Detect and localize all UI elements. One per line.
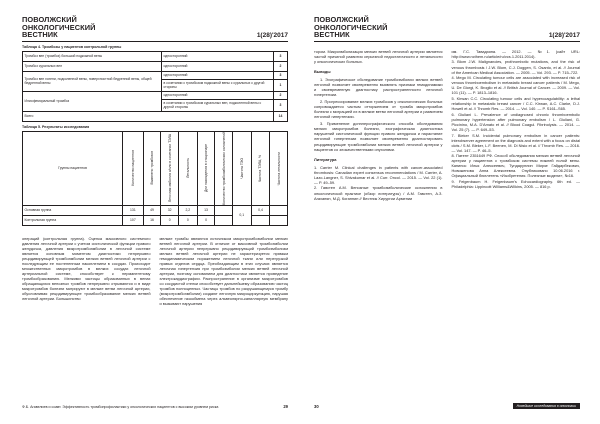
table-header-cell	[270, 131, 288, 205]
body-text	[22, 236, 288, 307]
section-heading: Литература	[314, 156, 337, 162]
text-column	[22, 236, 151, 307]
table-cell: Основная группа	[23, 205, 123, 215]
table4-caption: Таблица 4. Тромбозы у пациентов контрольной группы	[22, 44, 122, 49]
table-header-cell	[161, 131, 179, 205]
journal-name-line: ПОВОЛЖСКИЙ	[314, 15, 369, 24]
journal-name-line: ВЕСТНИК	[22, 30, 58, 40]
journal-issue: 1(28)'2017	[548, 31, 580, 39]
table-cell: Тромбоз суральных вен	[23, 61, 162, 71]
text-column	[160, 236, 289, 307]
reference-item: 7. Bleker S.M. Incidental pulmonary embolism in cancer patients: interobserver agreement on the diagnosis and extent with a focus on distal clots / S.M. Bleker, L.F. Beenen, M. Di Nisio et al. // Thromb Res. — 2016. — Vol. 147. — P. 46–5.	[451, 132, 580, 153]
table-cell: 0	[178, 215, 197, 225]
reference-item: им. Г.С. Тавадзянa. — 2012. — №1. (сайт URL: http://www.ncthem.ru/article/ru/vcs.1.2011.2014).	[451, 48, 580, 59]
table-cell: 2,2	[178, 205, 197, 215]
conclusion-item: 2. Прогрессирование мелких тромбозов у онкологических больных сопровождается частым отторжением от тромба микротромбов болезни с миграцией их в мелкие ветви легочной артерии и развитием легочной гипертензии.	[314, 99, 443, 120]
table-row	[23, 71, 288, 79]
table-header-text: Выявлено тромбозов	[149, 151, 154, 185]
table-header-cell	[123, 131, 144, 205]
table5	[22, 131, 288, 226]
page-footer	[314, 403, 580, 409]
table-header-text: Частота ТЭО	[239, 157, 244, 179]
table-cell	[270, 215, 288, 225]
table-header-text: Летальность	[185, 158, 190, 179]
table-cell: 2	[274, 61, 288, 71]
reference-item: 4. Mego M. Circulating tumour cells are associated with increased risk of venous thromboembolism in metastatic breast cancer patients / M. Mego, U. De Giorgi, K. Broglio et al. // British Journal of Cancer. — 2009. — Vol. 101 (11). — P. 1813–1816.	[451, 75, 580, 96]
table4	[22, 51, 288, 122]
right-page	[300, 0, 600, 424]
table5-caption: Таблица 5. Результаты исследования	[22, 124, 90, 129]
table-header-row	[23, 131, 288, 205]
journal-name	[314, 16, 388, 39]
table-cell	[215, 215, 233, 225]
table-header-text: Количество тромбоэмболических осложнений	[221, 131, 226, 205]
table-cell: Контрольная группа	[23, 215, 123, 225]
reference-item: 1. Carrier M. Clinical challenges in patients with cancer-associated thrombosis: Canadian expert consensus recommendations / M. Carrier, A. Lazo-Langner, S. Shivakumar et al. // Curr. Oncol. — 2015. — Vol. 22 (1). — P. 49–59.	[314, 164, 443, 185]
journal-name-line: ВЕСТНИК	[314, 30, 350, 40]
table-cell: Тромбоз вен голени, подколенной вены, поверхностной бедренной вены, общей бедренной вены	[23, 71, 162, 91]
table-row	[23, 205, 288, 215]
page-number: 29	[283, 404, 288, 409]
table-cell: в сочетании с тромбозом суральных вен, подколенной вены с другой стороны	[161, 99, 273, 111]
table-cell: односторонний	[161, 51, 273, 61]
table-cell: 14	[274, 111, 288, 121]
table-cell: 0	[197, 215, 215, 225]
table-row	[23, 61, 288, 71]
conclusion-item: 3. Применение допплерографического способа обследования мелких микротромбов болезни, эхографическая диагностика нарушений систолической функции правого желудочка и нарастание легочной гипертензии позволяет своевременно диагностировать рецидивирующие тромбоэмболии мелких ветвей легочной артерии у пациентов со злокачественными опухолями.	[314, 121, 443, 152]
table-header-text: Дни нахождения в стационаре	[203, 144, 208, 193]
body-text	[314, 49, 580, 201]
table-header-text: Частота ТЭЛА, %	[258, 154, 263, 182]
table-header-text: Частота летальности	[276, 151, 281, 185]
text-column	[314, 49, 443, 201]
table-header-text: Количество пациентов	[130, 150, 135, 186]
table-cell: 3	[274, 51, 288, 61]
journal-name-line: ПОВОЛЖСКИЙ	[22, 15, 77, 24]
table-row	[23, 91, 288, 99]
table-cell: в сочетании с тромбозом подкожной вены с суральных с другой стороны	[161, 79, 273, 91]
text-column	[452, 49, 581, 201]
table-cell: 0,1	[232, 205, 251, 225]
table-cell: 1	[274, 79, 288, 91]
table-header-cell	[251, 131, 270, 205]
table-cell: односторонний	[161, 61, 273, 71]
table-header-cell	[143, 131, 161, 205]
table-row	[23, 51, 288, 61]
journal-issue: 1(28)'2017	[256, 31, 288, 39]
table-cell: 49	[143, 205, 161, 215]
table-cell: 2	[274, 91, 288, 99]
table-cell: 0	[161, 215, 179, 225]
table-header-cell	[215, 131, 233, 205]
table-cell: Илиофеморальный тромбоз	[23, 91, 162, 111]
paragraph: операций (контрольная группа). Оценка массивного системного давления легочной артерии с учетом систолической функции правого желудочка, давления микротромбоэмболии в легочной системе является основным моментом диагностики непрерывно рецидивирующей тромбоэмболии мелких ветвей легочной артерии с последующим ее постепенным накоплением в сосудах. Происходит множественных микротромбов в мелких сосудах легочной артериальной системе, способствует к перманентному тромбообразованию. Мелкими частицы образованных в венах обращающихся венозных тромбов непрерывно отрываются и в виде микротромбов болезни мигрируют в мелкие ветви легочной артерии, обусловливая рецидивирующее тромбообразование мелких ветвей легочной артерии. Большинство	[22, 235, 151, 302]
table-cell: односторонний	[161, 71, 273, 79]
journal-name-line: ОНКОЛОГИЧЕСКИЙ	[22, 22, 96, 32]
table-header-cell: Группы пациентов	[23, 131, 123, 205]
reference-item: 3. Blom J.W. Malignancies, prothrombotic mutations, and the risk of venous thrombosis / J.W. Blom, C.J. Doggen, S. Osanto, et al. // Journal of the American Medical Association. — 2005. — Vol. 293. — P. 715–722.	[451, 59, 580, 75]
journal-header	[22, 16, 288, 42]
table-cell	[270, 205, 288, 215]
table-cell: 32	[161, 205, 179, 215]
table-cell	[251, 215, 270, 225]
paragraph: мелкие тромбы являются источником микротромбоэмболии мелких ветвей легочной артерии. В отличие от массивной тромбоэмболии легочной артерии непрерывно рецидивирующий тромбоэмболизм мелких ветвей легочной артерии не характеризуется прямым гемодинамическим поражением легочной ткани или перегрузкой правых отделов сердца. Преобладающим в этих случаях является легочная гипертензия при тромбоэмболии мелких ветвей легочной артерии, поэтому основанием для диагностики является проведение электрокардиографии. Распространение в организме микротромбов со сосудистой стенки способствует дальнейшему образованию частиц тромбов полноценных. Частицы тромбов по разрушающемуся тромбу (микротромбоэмболии) создают легочную микроциркуляцию, нарушая обеспечение газообмена через альвеолярно-капиллярную мембрану и вызывают нарушения	[159, 235, 288, 307]
table-cell: 107	[123, 215, 144, 225]
table-row	[23, 111, 288, 121]
paragraph: тором. Микроэмболизация мелких ветвей легочной артерии является частой причиной развития серьезной недостаточности и летальности у онкологических больных.	[314, 48, 443, 64]
page-footer	[22, 404, 288, 409]
reference-item: 2. Гавстен А.М. Венозные тромбоэмболические осложнения в онкологической практике (обзор литературы) / А.М. Гавстен, А.З. Агаханян, М.Д. Коганнин // Вестник Хирургии Армении	[314, 185, 443, 201]
reference-item: 9. Feigenbaum H. Feigenbaum's Echocardiography. 6th ed. — Philadelphia: Lippincott Williams&Wilkins, 2005. — 816 p.	[451, 179, 580, 190]
table-cell: 3	[274, 71, 288, 79]
journal-name	[22, 16, 96, 39]
table-cell: 13	[197, 205, 215, 215]
page-number: 30	[314, 403, 319, 409]
table-header-cell	[197, 131, 215, 205]
running-footer: Ф.Б. Агавелиев и соавт. Эффективность тромбопрофилактики у онкологических пациентов с высоким уровнем риска	[22, 404, 219, 409]
reference-item: 5. Kirwan C.C. Circulating tumour cells and hypercoagulability: a lethal relationship in metastatic breast cancer / C.C. Kirwan, A.C. Clarke, D.J. Howell et al. // Thromb Res. — 2014. — Vol. 140. — P. S161–S65.	[451, 95, 580, 112]
table-header-text: Легочная эмболия и/или в сочетании ТЭЛА	[167, 134, 172, 203]
table-cell: 131	[123, 205, 144, 215]
section-heading: Выводы	[314, 68, 331, 74]
running-footer: Новейшие исследования в онкологии	[513, 403, 580, 409]
table-cell: Тромбоз вен (тромбоз) большой подкожной вены	[23, 51, 162, 61]
table-cell: Всего	[23, 111, 274, 121]
journal-header	[314, 16, 580, 42]
table-cell: 0,4	[251, 205, 270, 215]
table-cell: 3	[274, 99, 288, 111]
reference-item: 6. Giuliani L. Prevalence of undiagnosed chronic thromboembolic pulmonary hypertension after pulmonary embolism / L. Giuliani, G. Piccinino, M.A. D'Amato et al. // Blood Coagul. Fibrinolysis. — 2014. — Vol. 25 (7). — P. 649–53.	[451, 111, 580, 132]
reference-item: 8. Патент 2351649 РФ. Способ обследования мелких ветвей легочной артерии у пациентов с тромбозом системы нижней полой вены. Капинос Илья Алексеевич, Тундаруплин Мирзе Гайдарбекович, Новоженова Анна Алексеевна. Опубликовано 10.06.2016 г. Официальный бюллетень «Изобретения. Полезные модели», №16.	[451, 153, 580, 179]
table-cell: односторонний	[161, 91, 273, 99]
conclusion-item: 1. Эхографическое обследование тромбоэмболии мелких ветвей легочной позволяет своевременно выявлять признаки гемодинамики и своевременную диагностику распространенности легочной гипертензии.	[314, 76, 443, 98]
table-cell	[215, 205, 233, 215]
table-cell: 16	[143, 215, 161, 225]
table-header-cell	[232, 131, 251, 205]
table-header-cell	[178, 131, 197, 205]
journal-name-line: ОНКОЛОГИЧЕСКИЙ	[314, 22, 388, 32]
